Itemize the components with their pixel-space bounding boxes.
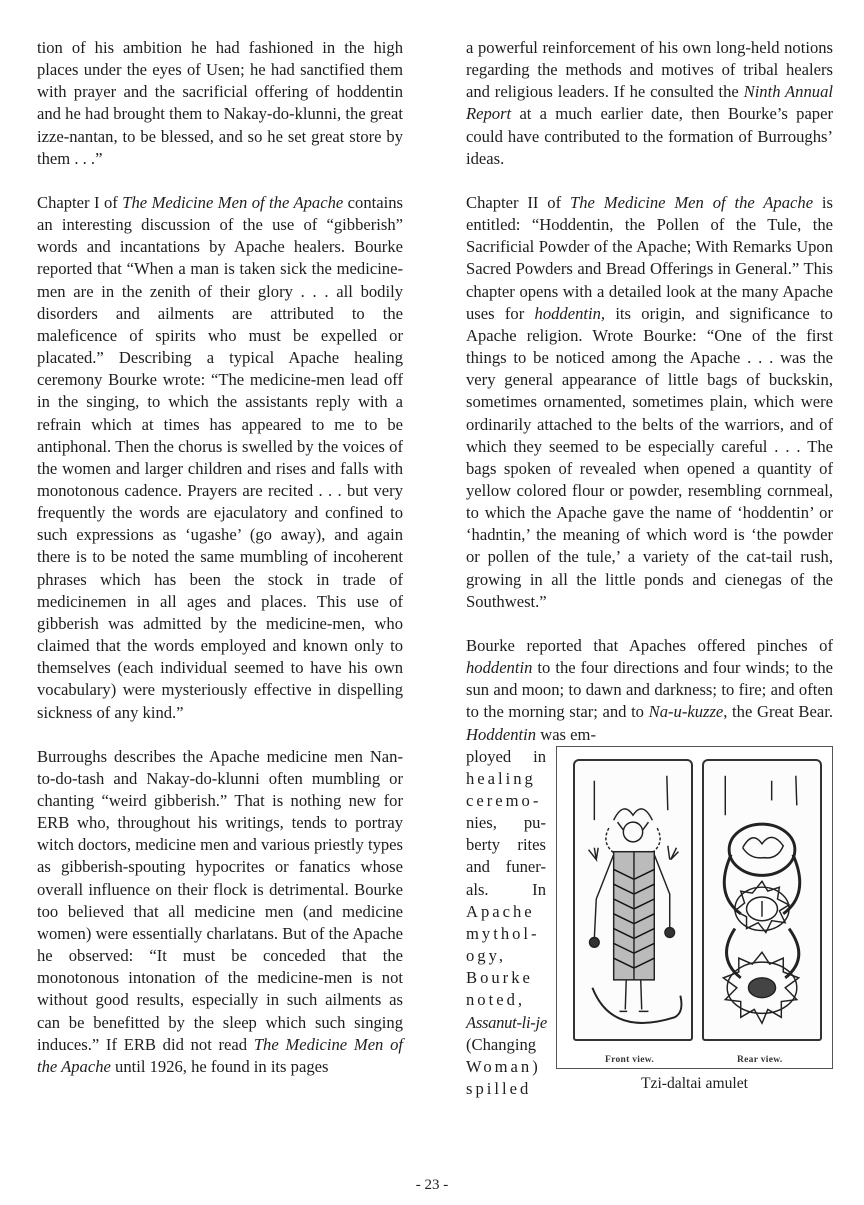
front-view-label: Front view. (605, 1054, 655, 1065)
wrapped-line: Woman) (466, 1056, 541, 1076)
rear-view-label: Rear view. (737, 1054, 783, 1065)
paragraph-text: at a much earlier date, then Bourke’s paper could have contributed to the formation of Burroughs’ ideas. (466, 104, 833, 168)
term: hoddentin (466, 658, 533, 678)
wrapped-text (466, 746, 546, 1101)
wrapped-line: and funer- (466, 857, 546, 877)
paragraph-text: until 1926, he found in its pages (110, 1056, 329, 1076)
wrapped-line: noted, (466, 990, 526, 1010)
wrapped-line: Assanut-li-je (466, 1012, 547, 1032)
left-column (37, 37, 403, 1078)
term: hoddentin, (534, 303, 606, 323)
book-title: The Medicine Men of the Apache (122, 192, 344, 212)
paragraph-chapter-two (466, 192, 833, 613)
paragraph-text: Chapter I of (37, 192, 123, 212)
paragraph-text: tion of his ambition he had fashioned in the high places under the eyes of Usen; he had sanctified them with prayer and the sacrificial offering of hoddentin and he had brought them to Nakay-do-klunni, the great izze-nantan, to be blessed, and so he set great store by them . . .” (37, 38, 403, 168)
page-number: - 23 - (415, 1177, 449, 1193)
paragraph-text: contains an interesting discussion of the use of “gibberish” words and incantations by Apache healers. Bourke reported that “When a man is taken sick the medicine-men are in the zenith of their glory . . . all bodily disorders and ailments are attributed to the maleficence of spirits who must be expelled or placated.” Describing a typical Apache healing ceremony Bourke wrote: “The medicine-men lead off in the singing, to which the assistants reply with a refrain which at times has appeared to me to be antiphonal. Then the chorus is swelled by the voices of the women and larger children and rises and falls with monotonous cadence. Prayers are recited . . . but very frequently the words are ejaculatory and confined to such expressions as ‘ugashe’ (go away), and again there is to be noted the same mumbling of incoherent phrases which has been the stock in trade of medicinemen in all ages and places. This use of gibberish was admitted by the medicine-men, who claimed that the words employed and known only to themselves (each individual seemed to have his own vocabulary) were mysteriously effective in dispelling sickness of any kind.” (37, 192, 403, 722)
wrapped-line: mythol- (466, 923, 540, 943)
wrapped-line: als. In (466, 879, 546, 899)
wrapped-line: berty rites (466, 835, 546, 855)
figure-caption: Tzi-daltai amulet (641, 1074, 748, 1092)
amulet-figure (556, 746, 833, 1095)
paragraph-text: its origin, and significance to Apache religion. Wrote Bourke: “One of the first things to be noticed among the Apache . . . was the very general appearance of little bags of buckskin, sometimes ornamented, sometimes plain, which were ordinarily attached to the belts of the warriors, and of which they seemed to be especially careful . . . The bags spoken of revealed when opened a quantity of yellow colored flour or powder, resembling cornmeal, to which the Apache gave the name of ‘hoddentin’ or ‘hadntin,’ the meaning of which word is ‘the powder or pollen of the tule,’ a variety of the cat-tail rush, growing in all the little ponds and cienegas of the Southwest.” (466, 303, 833, 611)
book-title: The Medicine Men of the Apache (570, 192, 814, 212)
figure-frame (556, 746, 833, 1069)
wrapped-line: spilled (466, 1079, 532, 1099)
wrapped-line: nies, pu- (466, 813, 546, 833)
wrapped-line: (Changing (466, 1034, 537, 1054)
paragraph-text: Chapter II of (466, 192, 570, 212)
paragraph-text: was em- (536, 724, 596, 744)
wrapped-line: ployed in (466, 746, 546, 766)
amulet-front-figure-drawing-icon (573, 759, 693, 1041)
wrapped-line: ogy, (466, 946, 506, 966)
paragraph-text: Burroughs describes the Apache medicine men Nan-to-do-tash and Nakay-do-klunni often mumbling or chanting “weird gibberish.” That is nothing new for ERB who, throughout his writings, tends to portray witch doctors, medicine men and various priestly types as gibberish-spouting hypocrites or fanatics whose overall influence on their flock is detrimental. Bourke too believed that all medicine men (and medicine women) were essentially charlatans. But of the Apache he observed: “It must be conceded that the monotonous intonation of the medicine-men is not without good results, especially in such ailments as can be benefitted by the sleep which such singing induces.” If ERB did not read (37, 746, 403, 1054)
right-column (466, 37, 833, 1099)
report-title: Ninth Annual Report (466, 82, 833, 124)
paragraph-quote-end (37, 37, 403, 170)
paragraph-text: a powerful reinforcement of his own long-held notions regarding the methods and motives of tribal healers and religious leaders. If he consulted the (466, 38, 833, 102)
book-title: The Medicine Men of the Apache (37, 1034, 403, 1076)
term: Hoddentin (466, 724, 537, 744)
wrapped-line: Apache (466, 901, 535, 921)
paragraph-text: to the four directions and four winds; to the sun and moon; to dawn and darkness; to fire; and often to the morning star; and to (466, 658, 833, 722)
paragraph-burroughs (37, 746, 403, 1078)
wrapped-line: healing (466, 768, 536, 788)
term: Na-u-kuzze (648, 702, 724, 722)
amulet-rear-suns-drawing-icon (702, 759, 822, 1041)
paragraph-chapter-one (37, 192, 403, 724)
wrapped-line: ceremo- (466, 791, 542, 810)
paragraph-text: , the Great Bear. (723, 702, 833, 722)
paragraph-text: Bourke reported that Apaches offered pinches of (466, 635, 833, 655)
paragraph-text: is entitled: “Hoddentin, the Pollen of the Tule, the Sacrificial Powder of the Apache; With Remarks Upon Sacred Powders and Bread Offerings in General.” This chapter opens with a detailed look at the many Apache uses for (466, 192, 833, 323)
paragraph-reinforcement (466, 37, 833, 170)
paragraph-offerings (466, 635, 833, 746)
wrapped-line: Bourke (466, 968, 533, 988)
